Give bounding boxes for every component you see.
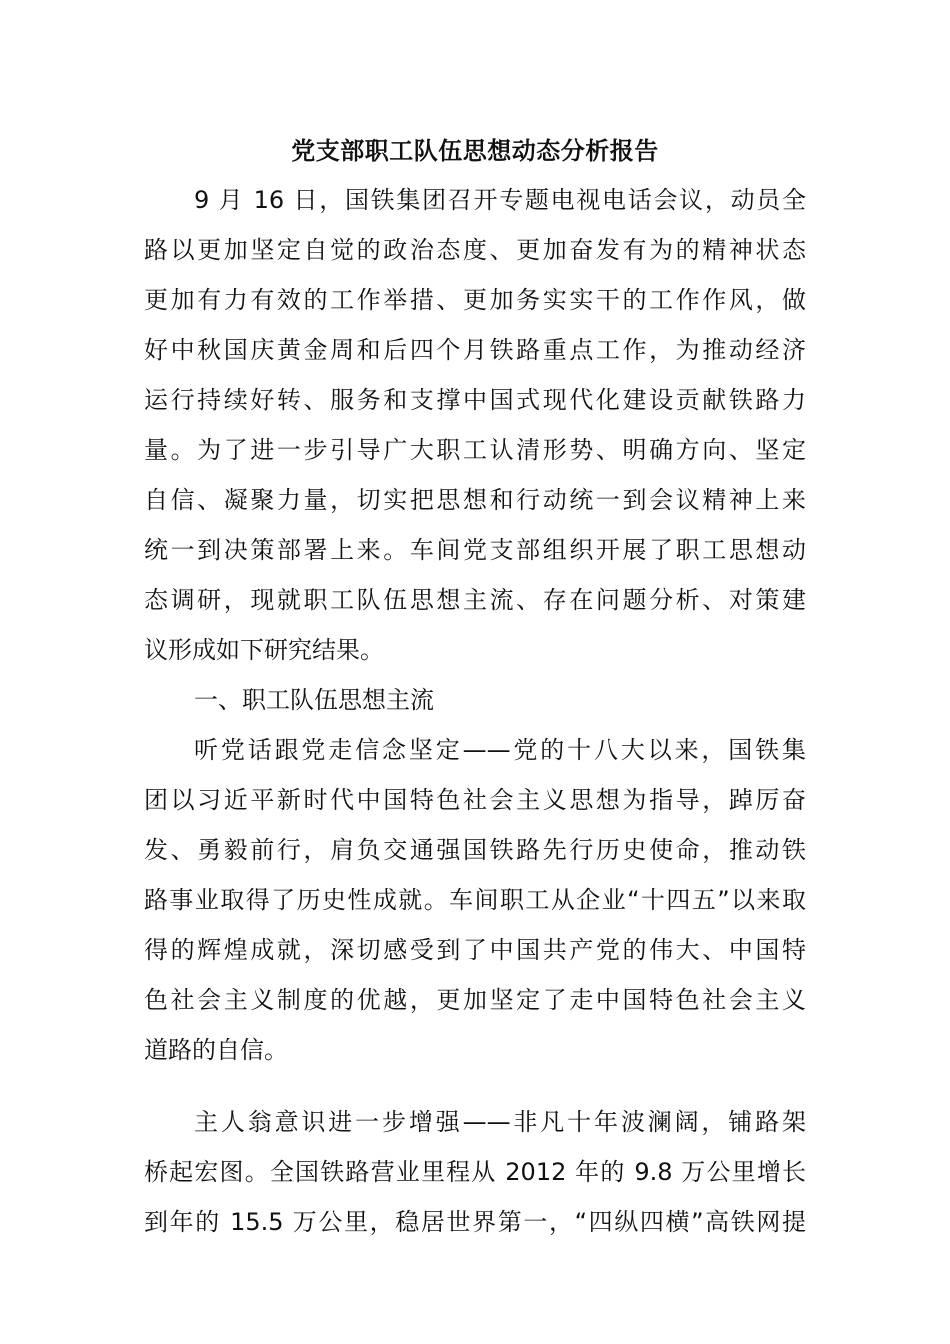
paragraph-belief: [144, 725, 806, 1075]
section-heading-text: 一、职工队伍思想主流: [194, 686, 434, 714]
document-title: 党支部职工队伍思想动态分析报告: [291, 137, 659, 165]
paragraph-line: 统一到决策部署上来。车间党支部组织开展了职工思想动: [144, 536, 806, 564]
paragraph-line: 更加有力有效的工作举措、更加务实实干的工作作风，做: [144, 286, 806, 314]
paragraph-line: 路事业取得了历史性成就。车间职工从企业“十四五”以来取: [144, 886, 806, 914]
paragraph-line: 自信、凝聚力量，切实把思想和行动统一到会议精神上来: [144, 486, 806, 514]
paragraph-ownership: [144, 1097, 806, 1247]
paragraph-line: 路以更加坚定自觉的政治态度、更加奋发有为的精神状态: [144, 236, 806, 264]
paragraph-line: 量。为了进一步引导广大职工认清形势、明确方向、坚定: [144, 436, 806, 464]
section-heading: [144, 675, 806, 725]
paragraph-line: 态调研，现就职工队伍思想主流、存在问题分析、对策建: [144, 586, 806, 614]
paragraph-line: 听党话跟党走信念坚定——党的十八大以来，国铁集: [194, 736, 806, 764]
paragraph-line: 色社会主义制度的优越，更加坚定了走中国特色社会主义: [144, 986, 806, 1014]
paragraph-intro: [144, 175, 806, 675]
paragraph-line: 议形成如下研究结果。: [144, 636, 384, 664]
paragraph-line: 9 月 16 日，国铁集团召开专题电视电话会议，动员全: [194, 186, 806, 214]
paragraph-line: 到年的 15.5 万公里，稳居世界第一，“四纵四横”高铁网提: [144, 1208, 806, 1236]
document-body: [144, 175, 806, 1247]
paragraph-line: 发、勇毅前行，肩负交通强国铁路先行历史使命，推动铁: [144, 836, 806, 864]
paragraph-line: 得的辉煌成就，深切感受到了中国共产党的伟大、中国特: [144, 936, 806, 964]
paragraph-line: 桥起宏图。全国铁路营业里程从 2012 年的 9.8 万公里增长: [144, 1158, 806, 1186]
paragraph-line: 运行持续好转、服务和支撑中国式现代化建设贡献铁路力: [144, 386, 806, 414]
paragraph-line: 团以习近平新时代中国特色社会主义思想为指导，踔厉奋: [144, 786, 806, 814]
paragraph-line: 好中秋国庆黄金周和后四个月铁路重点工作，为推动经济: [144, 336, 806, 364]
paragraph-line: 主人翁意识进一步增强——非凡十年波澜阔，铺路架: [194, 1108, 806, 1136]
paragraph-line: 道路的自信。: [144, 1036, 288, 1064]
